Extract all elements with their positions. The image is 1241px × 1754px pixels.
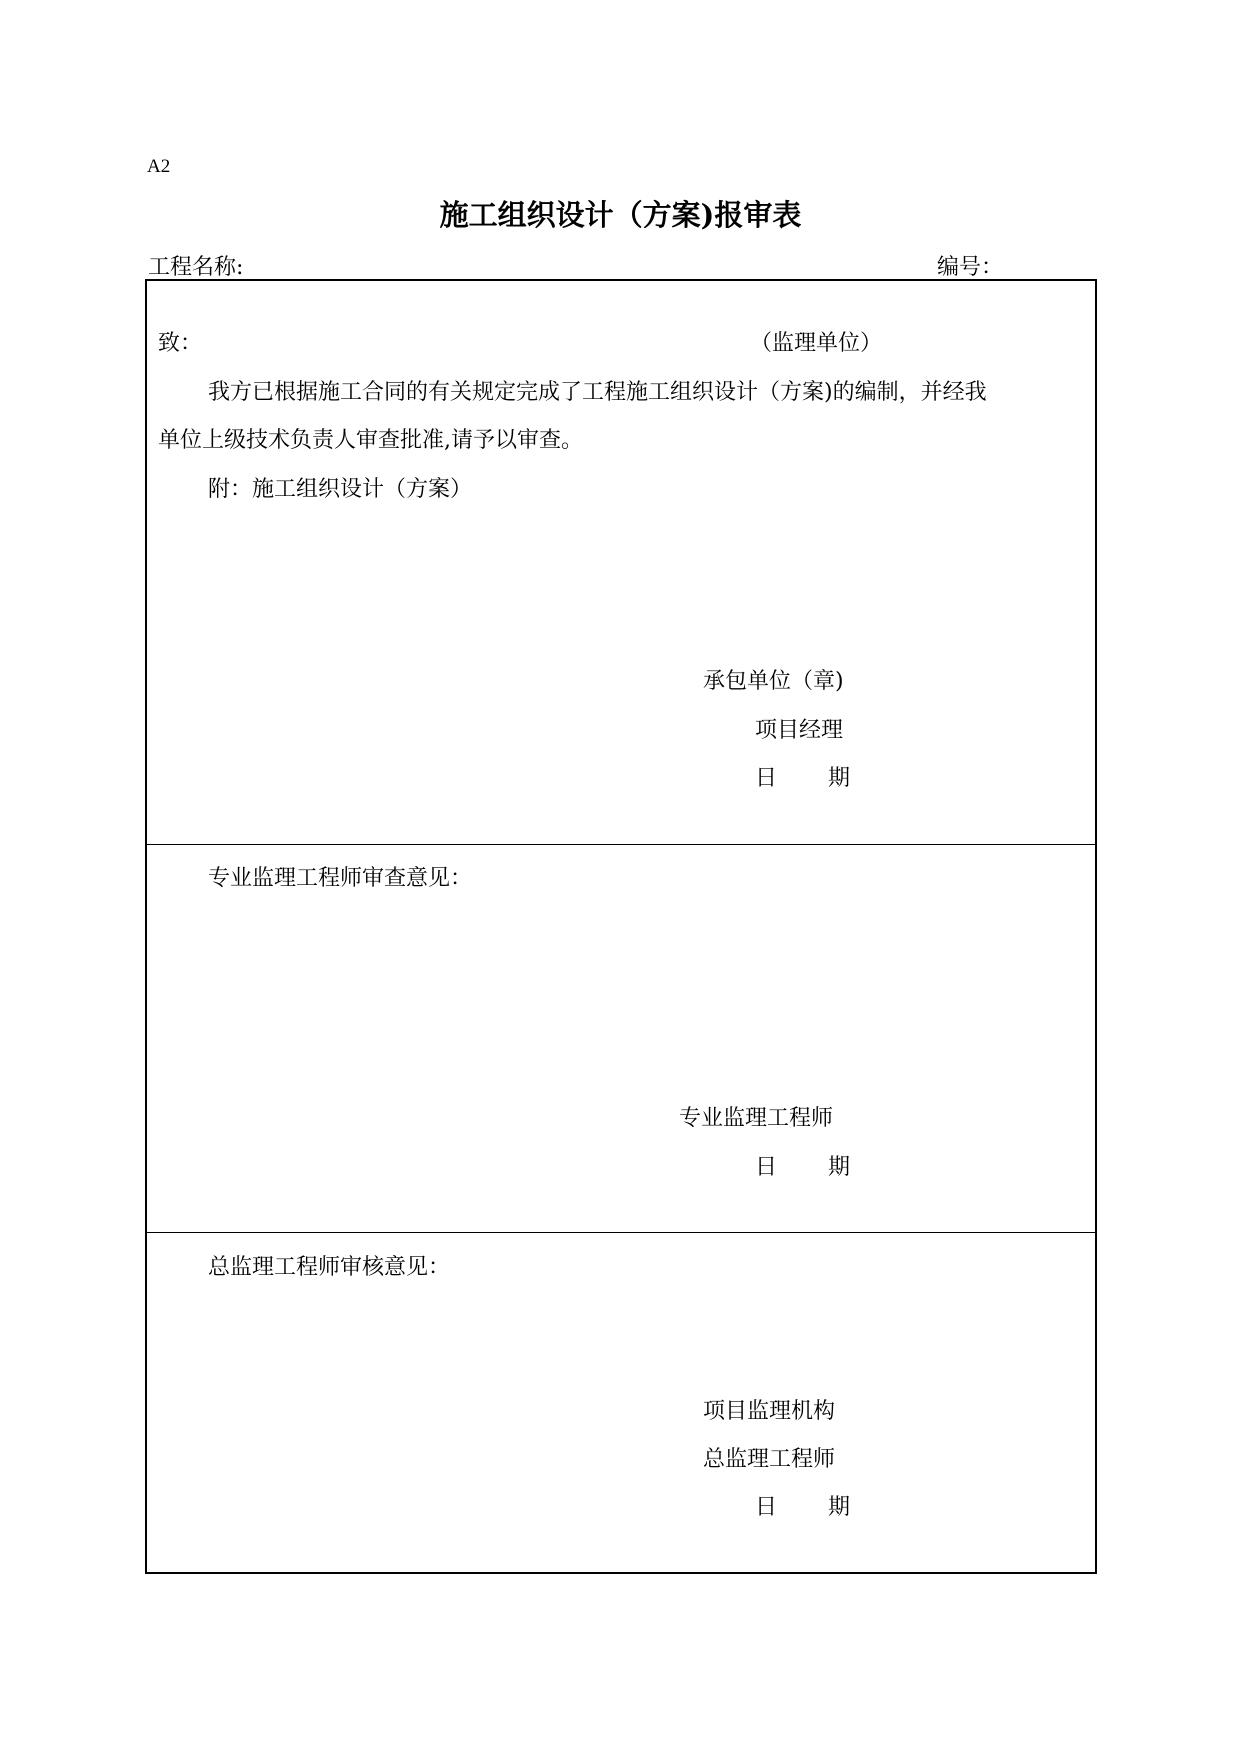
specialist-engineer-label: 专业监理工程师 [679,1106,834,1131]
chief-engineer-label: 总监理工程师 [703,1447,836,1472]
submission-date-label-2: 期 [828,766,851,791]
submission-date-label-1: 日 [755,766,778,791]
attachment-label: 附：施工组织设计（方案） [208,477,473,502]
supervisor-unit-label: （监理单位） [750,331,883,356]
section-divider-2 [147,1232,1095,1233]
specialist-date-label-2: 期 [828,1155,851,1180]
project-name-label: 工程名称: [148,255,244,280]
specialist-date-label-1: 日 [755,1155,778,1180]
submission-body-line-2: 单位上级技术负责人审查批准,请予以审查。 [158,428,583,453]
submission-body-line-1: 我方已根据施工合同的有关规定完成了工程施工组织设计（方案)的编制，并经我 [208,380,987,405]
specialist-review-heading: 专业监理工程师审查意见： [208,866,473,891]
serial-number-label: 编号： [937,255,1004,280]
section-divider-1 [147,844,1095,845]
page-title: 施工组织设计（方案)报审表 [439,198,802,232]
chief-date-label-2: 期 [828,1495,851,1520]
project-manager-label: 项目经理 [755,718,844,743]
chief-review-heading: 总监理工程师审核意见： [208,1255,451,1280]
form-code: A2 [147,156,171,177]
chief-date-label-1: 日 [755,1495,778,1520]
contractor-seal-label: 承包单位（章) [703,669,844,694]
supervision-org-label: 项目监理机构 [703,1399,836,1424]
to-label: 致： [158,331,203,356]
